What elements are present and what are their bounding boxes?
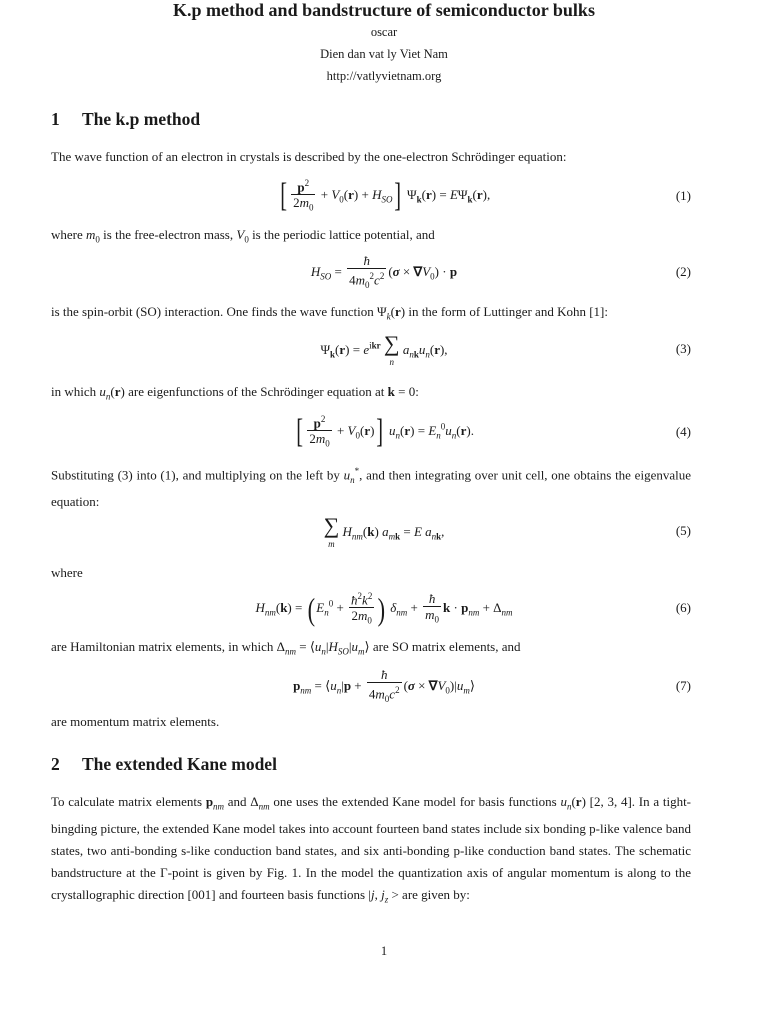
paragraph: are Hamiltonian matrix elements, in which $\Delta_{nm}$ = $⟨u_n|H_{SO}|u_m⟩$ are SO matrix elements, and (51, 639, 521, 657)
equation-math: $\Psi_k(r) = e^{ikr}$ ∑ n $a_{nk}u_n(r)$, (320, 331, 448, 367)
paragraph: are momentum matrix elements. (51, 714, 220, 729)
equation-math: $H_{nm}(k)$ = ( $E_n^0$ + $\frac{ħ^2k^2}{2m_0}$ ) $\delta_{nm}$ + $\frac{ħ}{m_0}$ $k \cdot p_{nm} + \Delta_{nm}$ (255, 590, 513, 627)
paragraph: in which $u_n(r)$ are eigenfunctions of the Schrödinger equation at k = 0: (51, 384, 419, 402)
equation-number: (3) (675, 341, 691, 356)
section-number: 1 (51, 109, 60, 129)
equation-math: $p_{nm}$ = $⟨u_n|p$ + $\frac{ħ}{4m_0c^2}$ $(\sigma \times \nabla V_0)|u_m⟩$ (293, 667, 475, 704)
equation-math: [ $\frac{p^2}{2m_0}$ + $V_0(r)$] $u_n(r) = E_n^0u_n(r)$. (296, 412, 475, 450)
equation-3 (0, 333, 768, 373)
equation-7 (0, 667, 768, 707)
paragraph: where $m_0$ is the free-electron mass, $V_0$ is the periodic lattice potential, and (51, 227, 435, 245)
page-number: 1 (380, 944, 388, 958)
section-heading-2 (51, 754, 277, 775)
equation-number: (1) (675, 188, 691, 203)
url: http://vatlyvietnam.org (326, 69, 442, 83)
equation-math: ∑ m $H_{nm}(k) a_{mk} = E$ $a_{nk}$, (323, 513, 445, 549)
equation-number: (5) (675, 523, 691, 538)
paragraph: The wave function of an electron in crystals is described by the one-electron Schrödinger equation: (51, 149, 567, 164)
equation-4 (0, 412, 768, 452)
section-number: 2 (51, 754, 60, 774)
paper-title: K.p method and bandstructure of semiconductor bulks (173, 0, 595, 20)
paragraph: where (51, 565, 83, 580)
equation-6 (0, 589, 768, 629)
equation-5 (0, 515, 768, 555)
affiliation: Dien dan vat ly Viet Nam (320, 47, 448, 61)
equation-2 (0, 253, 768, 293)
section-heading-1 (51, 109, 200, 130)
section-title: The k.p method (82, 109, 201, 129)
equation-number: (6) (675, 600, 691, 615)
equation-number: (7) (675, 678, 691, 693)
equation-number: (4) (675, 424, 691, 439)
equation-math: $H_{SO}$ = $\frac{ħ}{4m_0^2c^2}$ $(\sigma \times \nabla V_0) \cdot p$ (310, 253, 458, 290)
equation-number: (2) (675, 264, 691, 279)
paragraph: To calculate matrix elements $p_{nm}$ and $\Delta_{nm}$ one uses the extended Kane model for basis functions $u_n(r)$ [2, 3, 4]. In a tight-bingding picture, the extended Kane model takes into account fourteen band states include six bonding p-like valence band states, two anti-bonding s-like conduction band states, and six anti-bonding p-like conduction band states. The schematic bandstructure at the Γ-point is given by Fig. 1. In the model the quantization axis of angular momentum is along to the crystallographic direction [001] and fourteen basis functions |j, $j_z$ > are given by: (51, 794, 692, 905)
section-title: The extended Kane model (82, 754, 277, 774)
paragraph: Substituting (3) into (1), and multiplying on the left by $u_n^*$, and then integrating over unit cell, one obtains the eigenvalue equation: (51, 466, 691, 509)
paragraph: is the spin-orbit (SO) interaction. One finds the wave function $\Psi_k(r)$ in the form of Luttinger and Kohn [1]: (51, 304, 608, 322)
equation-1 (0, 176, 768, 216)
author: oscar (370, 25, 398, 39)
equation-math: [ $\frac{p^2}{2m_0}$ + $V_0(r) + H_{SO}$] $\Psi_k(r) = E\Psi_k(r)$, (280, 176, 491, 214)
